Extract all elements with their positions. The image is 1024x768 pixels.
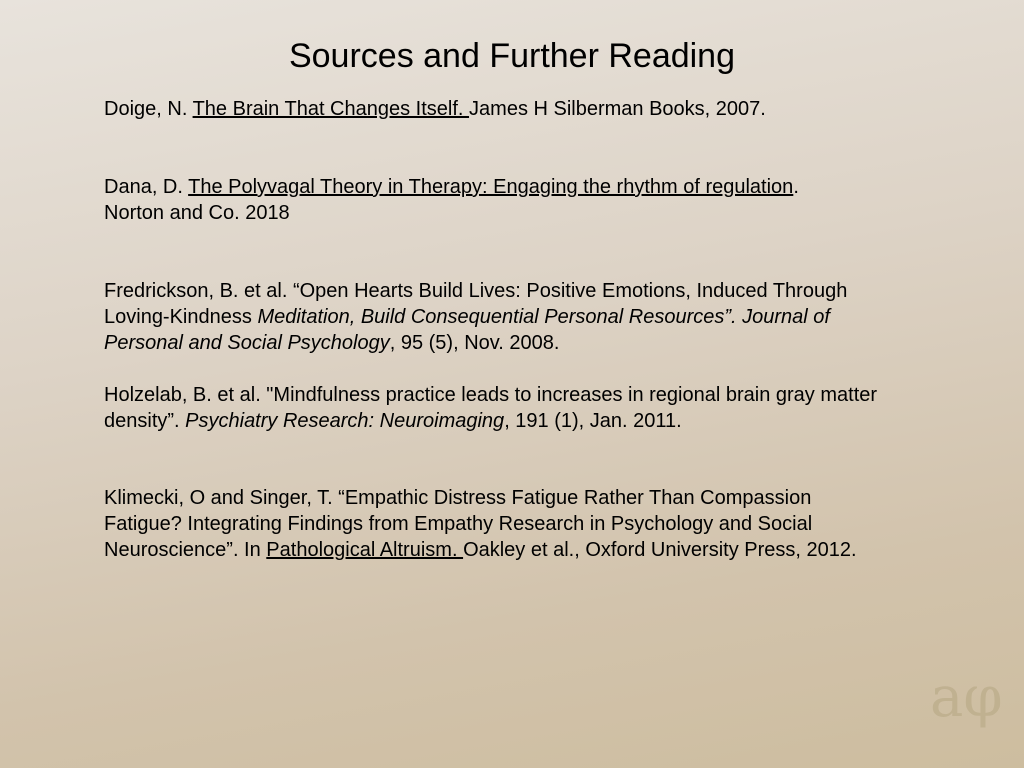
reference-book-title: Pathological Altruism. <box>266 539 464 561</box>
reference-item <box>104 485 894 563</box>
reference-journal: Meditation, Build Consequential Personal Resources”. Journal of Personal and Social Psychology <box>104 306 830 354</box>
logo-icon: aφ <box>930 665 1003 730</box>
reference-author-title: Klimecki, O and Singer, T. “Empathic Distress Fatigue Rather Than Compassion Fatigue? Integrating Findings from Empathy Research in Psychology and Social Neuroscience”. In <box>104 487 813 561</box>
reference-author: Doige, N. <box>104 98 193 120</box>
slide-title: Sources and Further Reading <box>288 37 736 75</box>
reference-publisher: James H Silberman Books, 2007. <box>469 98 766 120</box>
reference-item <box>104 174 864 226</box>
reference-author: Dana, D. <box>104 176 189 198</box>
reference-journal: Psychiatry Research: Neuroimaging <box>185 410 505 432</box>
reference-publisher: . Norton and Co. 2018 <box>104 176 799 224</box>
reference-item <box>104 382 914 434</box>
reference-book-title: The Polyvagal Theory in Therapy: Engaging the rhythm of regulation <box>188 176 794 198</box>
reference-item <box>104 96 766 122</box>
reference-details: , 191 (1), Jan. 2011. <box>504 410 682 432</box>
reference-author-title: Fredrickson, B. et al. “Open Hearts Build Lives: Positive Emotions, Induced Through Loving-Kindness <box>104 280 848 328</box>
reference-book-title: The Brain That Changes Itself. <box>192 98 470 120</box>
reference-details: , 95 (5), Nov. 2008. <box>389 332 560 354</box>
reference-publisher: Oakley et al., Oxford University Press, 2012. <box>463 539 857 561</box>
reference-item <box>104 278 914 356</box>
reference-author-title: Holzelab, B. et al. "Mindfulness practice leads to increases in regional brain gray matter density”. <box>104 384 878 432</box>
